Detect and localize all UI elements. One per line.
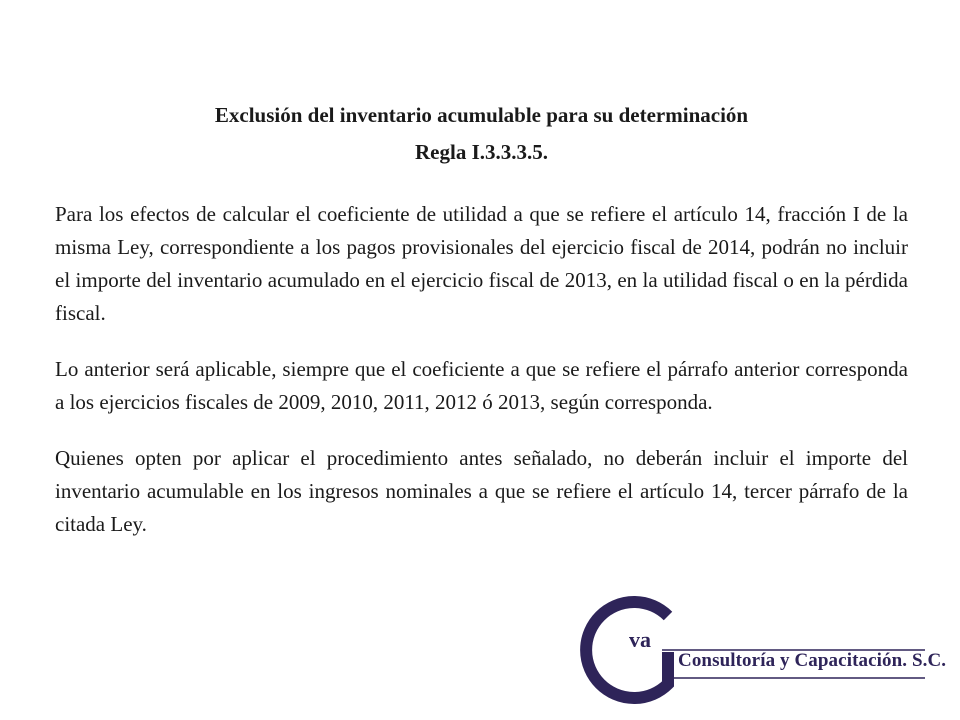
logo-letters: va [629, 627, 651, 652]
company-logo [580, 594, 947, 706]
paragraph-2: Lo anterior será aplicable, siempre que el coeficiente a que se refiere el párrafo anterior corresponda a los ejercicios fiscales de 2009, 2010, 2011, 2012 ó 2013, según corresponda. [55, 357, 908, 414]
paragraph-3: Quienes opten por aplicar el procedimiento antes señalado, no deberán incluir el importe del inventario acumulable en los ingresos nominales a que se refiere el artículo 14, tercer párrafo de la citada Ley. [55, 446, 908, 536]
heading [55, 97, 908, 171]
paragraph-1: Para los efectos de calcular el coeficiente de utilidad a que se refiere el artículo 14, fracción I de la misma Ley, correspondiente a los pagos provisionales del ejercicio fiscal de 2014, podrán no incluir el importe del inventario acumulado en el ejercicio fiscal de 2013, en la utilidad fiscal o en la pérdida fiscal. [55, 202, 908, 325]
logo-company-name: Consultoría y Capacitación. S.C. [678, 650, 947, 671]
body-text [55, 198, 908, 564]
logo-g-arc [586, 602, 668, 698]
heading-title: Exclusión del inventario acumulable para su determinación [214, 103, 749, 127]
heading-rule: Regla I.3.3.3.5. [415, 140, 548, 164]
